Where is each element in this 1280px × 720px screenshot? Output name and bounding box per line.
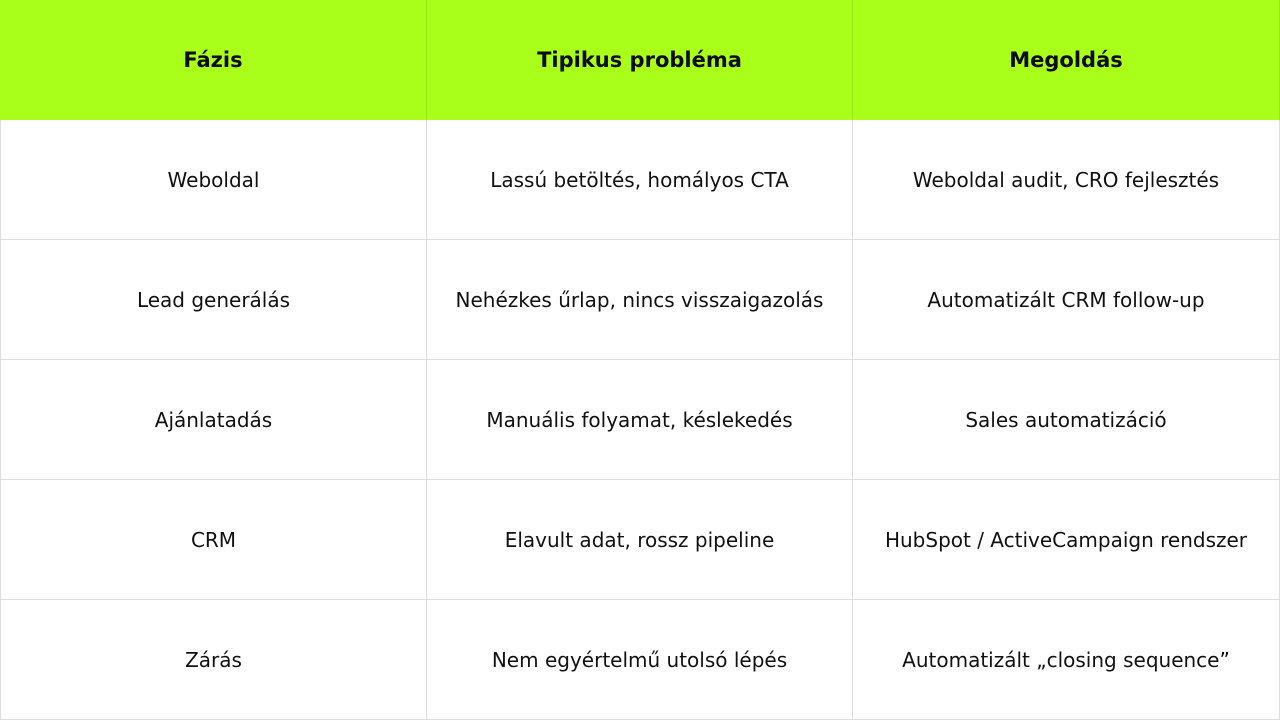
header-solution: Megoldás xyxy=(853,0,1280,120)
table-cell-solution: Weboldal audit, CRO fejlesztés xyxy=(853,120,1280,240)
table-cell-solution: Sales automatizáció xyxy=(853,360,1280,480)
table-cell-problem: Elavult adat, rossz pipeline xyxy=(427,480,853,600)
table-cell-phase: Ajánlatadás xyxy=(0,360,427,480)
table-cell-solution: Automatizált CRM follow-up xyxy=(853,240,1280,360)
table-cell-solution: HubSpot / ActiveCampaign rendszer xyxy=(853,480,1280,600)
table-cell-phase: CRM xyxy=(0,480,427,600)
table-cell-problem: Nem egyértelmű utolsó lépés xyxy=(427,600,853,720)
table-cell-solution: Automatizált „closing sequence” xyxy=(853,600,1280,720)
header-typical-problem: Tipikus probléma xyxy=(427,0,853,120)
table-cell-problem: Manuális folyamat, késlekedés xyxy=(427,360,853,480)
table-cell-problem: Lassú betöltés, homályos CTA xyxy=(427,120,853,240)
table-cell-phase: Weboldal xyxy=(0,120,427,240)
table-cell-problem: Nehézkes űrlap, nincs visszaigazolás xyxy=(427,240,853,360)
header-phase: Fázis xyxy=(0,0,427,120)
table-cell-phase: Lead generálás xyxy=(0,240,427,360)
table-cell-phase: Zárás xyxy=(0,600,427,720)
